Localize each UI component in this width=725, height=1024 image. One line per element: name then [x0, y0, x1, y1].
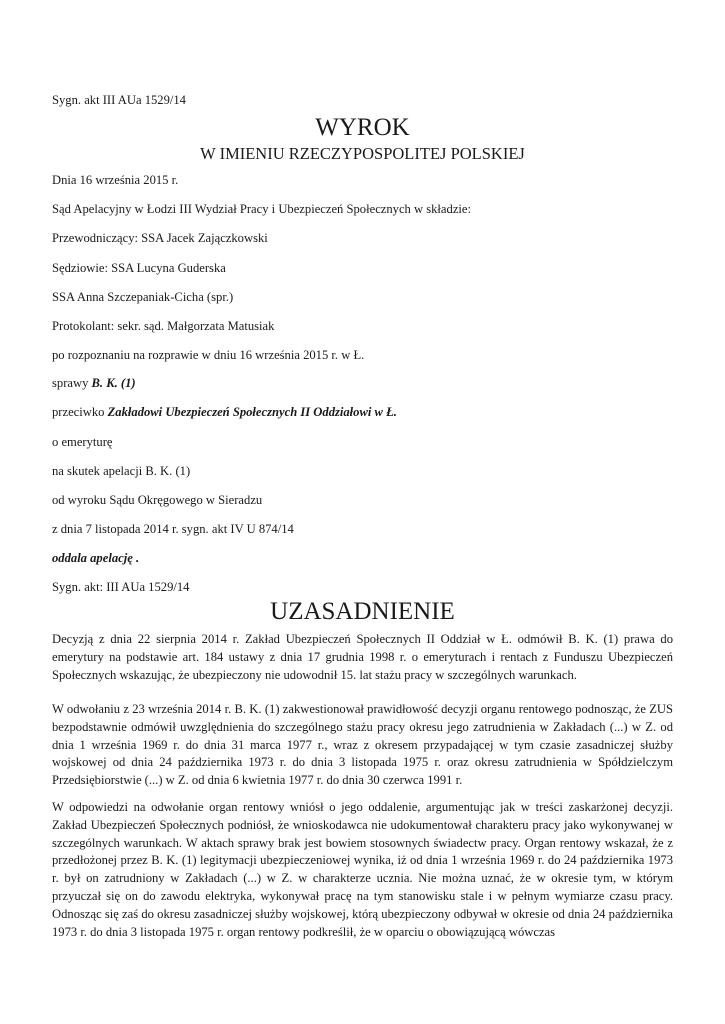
court-composition: Sąd Apelacyjny w Łodzi III Wydział Pracy i Ubezpieczeń Społecznych w składzie: [52, 202, 471, 216]
justification-title: UZASADNIENIE [270, 598, 455, 625]
case-party: B. K. (1) [91, 376, 136, 390]
hearing-info: po rozpoznaniu na rozprawie w dniu 16 września 2015 r. w Ł. [52, 348, 365, 362]
document-title: WYROK [315, 114, 410, 141]
lower-court-judgment: od wyroku Sądu Okręgowego w Sieradzu [52, 493, 263, 507]
judges-line-2: SSA Anna Szczepaniak-Cicha (spr.) [52, 290, 234, 304]
verdict-date: Dnia 16 września 2015 r. [52, 173, 179, 187]
presiding-judge: Przewodniczący: SSA Jacek Zajączkowski [52, 231, 268, 245]
justification-paragraph-2: W odwołaniu z 23 września 2014 r. B. K. (1) zakwestionował prawidłowość decyzji organu rentowego podnosząc, że ZUS bezpodstawnie odmówił uwzględnienia do szczególnego stażu pracy okresu jego zatrudnienia w Zakładach (...) w Z. od dnia 1 września 1969 r. do dnia 31 marca 1977 r., wraz z okresem przypadającej w tym czasie zasadniczej służby wojskowej od dnia 24 października 1973 r. do dnia 3 listopada 1975 r. oraz okresu zatrudnienia w Spółdzielczym Przedsiębiorstwie (...) w Z. od dnia 6 kwietnia 1977 r. do dnia 30 czerwca 1991 r. [52, 702, 673, 788]
judgment-date: z dnia 7 listopada 2014 r. sygn. akt IV U 874/14 [52, 522, 294, 536]
case-subject: o emeryturę [52, 435, 113, 449]
case-prefix: sprawy [52, 376, 92, 390]
against-line [52, 404, 397, 420]
appeal-info: na skutek apelacji B. K. (1) [52, 464, 191, 478]
case-number-top: Sygn. akt III AUa 1529/14 [52, 93, 186, 107]
case-party-line [52, 375, 136, 391]
justification-case-number: Sygn. akt: III AUa 1529/14 [52, 580, 190, 594]
against-prefix: przeciwko [52, 405, 108, 419]
justification-paragraph-1: Decyzją z dnia 22 sierpnia 2014 r. Zakład Ubezpieczeń Społecznych II Oddział w Ł. odmówił B. K. (1) prawa do emerytury na podstawie art. 184 ustawy z dnia 17 grudnia 1998 r. o emeryturach i rentach z Funduszu Ubezpieczeń Społecznych wskazując, że ubezpieczony nie udowodnił 15. lat stażu pracy w szczególnych warunkach. [52, 632, 673, 682]
document-subtitle: W IMIENIU RZECZYPOSPOLITEJ POLSKIEJ [200, 144, 525, 163]
justification-paragraph-3: W odpowiedzi na odwołanie organ rentowy wniósł o jego oddalenie, argumentując jak w treści zaskarżonej decyzji. Zakład Ubezpieczeń Społecznych podniósł, że wnioskodawca nie udokumentował charakteru pracy jako wykonywanej w szczególnych warunkach. W aktach sprawy brak jest bowiem stosownych świadectw pracy. Organ rentowy wskazał, że z przedłożonej przez B. K. (1) legitymacji ubezpieczeniowej wynika, iż od dnia 1 września 1969 r. do 24 października 1973 r. był on zatrudniony w Zakładach (...) w Z. w charakterze ucznia. Nie można uznać, że w okresie tym, w którym przyuczał się on do zawodu elektryka, wykonywał pracę na tym stanowisku stale i w pełnym wymiarze czasu pracy. Odnosząc się zaś do okresu zasadniczej służby wojskowej, którą ubezpieczony odbywał w okresie od dnia 24 października 1973 r. do dnia 3 listopada 1975 r. organ rentowy podkreślił, że w oparciu o obowiązującą wówczas [52, 800, 673, 939]
court-clerk: Protokolant: sekr. sąd. Małgorzata Matusiak [52, 319, 275, 333]
judges-line-1: Sędziowie: SSA Lucyna Guderska [52, 261, 226, 275]
decision: oddala apelację . [52, 551, 140, 565]
against-party: Zakładowi Ubezpieczeń Społecznych II Oddziałowi w Ł. [107, 405, 397, 419]
